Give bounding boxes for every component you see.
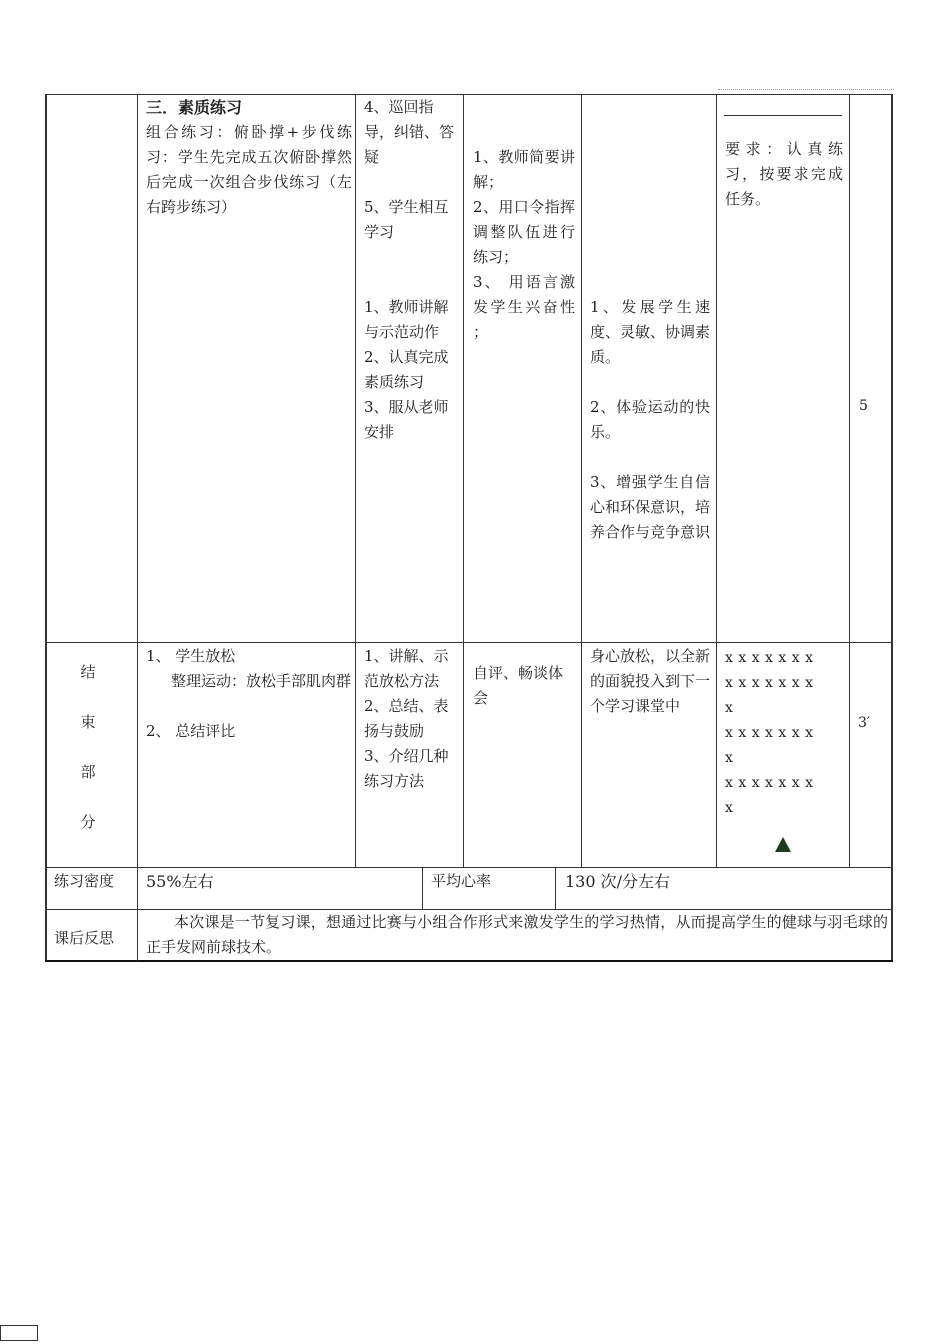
row-divider-1 [45, 642, 893, 643]
formation-row: x x x x x x x [725, 650, 814, 666]
end-teacher-item: 1、讲解、示范放松方法 [364, 647, 449, 690]
end-content-cell [146, 644, 352, 744]
method-item: 1、教师简要讲解； [473, 148, 575, 191]
reflection-label: 课后反思 [54, 929, 115, 947]
triangle-icon [775, 837, 791, 852]
end-method-cell: 自评、畅谈体会 [473, 664, 564, 707]
teacher-item: 4、巡回指导，纠错、答疑 [364, 98, 455, 166]
quality-goal-cell [590, 295, 710, 545]
heart-rate-value: 130 次/分左右 [565, 872, 671, 891]
teacher-item: 1、教师讲解与示范动作 [364, 298, 449, 341]
border-left [45, 94, 47, 962]
reflection-text: 本次课是一节复习课，想通过比赛与小组合作形式来激发学生的学习热情，从而提高学生的健球与羽毛球的正手发网前球技术。 [146, 913, 888, 956]
end-goal-cell: 身心放松，以全新的面貌投入到下一个学习课堂中 [590, 647, 711, 715]
formation-row: x x x x x x x [725, 775, 814, 791]
formation-row: x [725, 750, 734, 766]
quality-method-cell [473, 145, 575, 345]
col-line-1 [137, 94, 138, 961]
col-line-6 [849, 94, 850, 868]
end-item: 整理运动：放松手部肌肉群 [171, 672, 352, 690]
teacher-item: 2、认真完成素质练习 [364, 348, 449, 391]
page-corner-box [0, 1325, 38, 1341]
formation-row: x x x x x x x [725, 675, 814, 691]
formation-row: x x x x x x x [725, 725, 814, 741]
quality-title: 三．素质练习 [146, 98, 243, 117]
end-item: 1、 学生放松 [146, 647, 236, 665]
end-teacher-item: 2、总结、表扬与鼓励 [364, 697, 449, 740]
formation-cell [725, 646, 847, 821]
footer-line-b [555, 867, 556, 909]
goal-item: 1、发展学生速度、灵敏、协调素质。 [590, 298, 711, 366]
top-dotted-line [718, 89, 894, 90]
label-char: 部 [80, 763, 96, 781]
method-item: 2、用口令指挥调整队伍进行练习； [473, 198, 575, 266]
goal-item: 3、增强学生自信心和环保意识，培养合作与竞争意识 [590, 473, 711, 541]
border-bottom [45, 960, 893, 962]
label-char: 结 [80, 663, 96, 681]
quality-content: 组合练习：俯卧撑+步伐练习：学生先完成五次俯卧撑然后完成一次组合步伐练习（左右跨步练习） [146, 123, 352, 216]
label-char: 分 [80, 813, 96, 831]
border-right [891, 94, 893, 962]
quality-org-cell [725, 137, 843, 212]
heart-rate-label: 平均心率 [431, 872, 492, 890]
teacher-item: 3、服从老师安排 [364, 398, 449, 441]
end-item: 2、 总结评比 [146, 722, 236, 740]
label-char: 束 [80, 713, 96, 731]
quality-teacher-cell [364, 95, 458, 445]
formation-row: x [725, 800, 734, 816]
method-item: 3、 用语言激发学生兴奋性 ； [473, 273, 575, 341]
col-line-4 [581, 94, 582, 868]
teacher-item: 5、学生相互学习 [364, 198, 449, 241]
org-underline [724, 115, 842, 116]
col-line-3 [463, 94, 464, 868]
density-label: 练习密度 [54, 872, 115, 890]
footer-line-a [422, 867, 423, 909]
col-line-5 [716, 94, 717, 868]
quality-content-cell [146, 95, 352, 220]
end-section-label [78, 660, 98, 860]
row-divider-2 [45, 867, 893, 868]
formation-row: x [725, 700, 734, 716]
quality-time: 5 [859, 398, 868, 414]
end-teacher-cell [364, 644, 458, 794]
end-teacher-item: 3、介绍几种练习方法 [364, 747, 449, 790]
density-value: 55%左右 [146, 872, 214, 891]
end-time: 3′ [858, 715, 871, 731]
org-requirement: 要求：认真练习，按要求完成任务。 [725, 140, 843, 208]
col-line-2 [355, 94, 356, 868]
goal-item: 2、体验运动的快乐。 [590, 398, 710, 441]
